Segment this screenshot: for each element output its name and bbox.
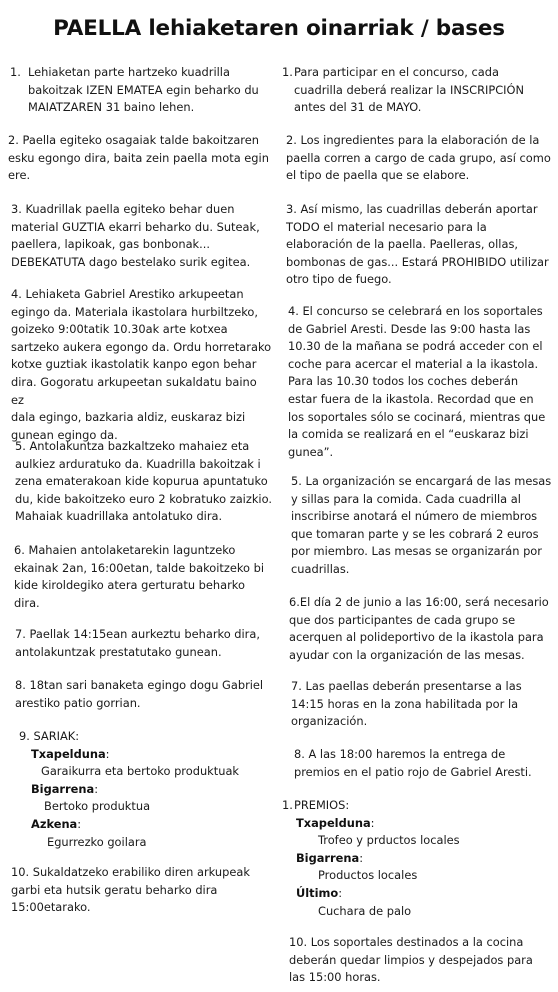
page-title: PAELLA lehiaketaren oinarriak / bases	[53, 16, 505, 41]
rule-2	[8, 132, 270, 185]
rule-8-text: 8. 18tan sari banaketa egingo dogu Gabriel arestiko patio gorrian.	[15, 678, 264, 710]
rule-9-es-prizes	[282, 797, 548, 920]
rule-9-prizes	[19, 728, 281, 851]
rule-6-es-text: 6.El día 2 de junio a las 16:00, será necesario que dos participantes de cada grupo se acerquen al polideportivo de la ikastola para ayudar con la organización de las mesas.	[289, 595, 549, 662]
prize-3-label-es: Último	[296, 885, 339, 900]
rule-2-es-text: 2. Los ingredientes para la elaboración de la paella corren a cargo de cada grupo, así como el tipo de paella que se elabore.	[286, 133, 551, 183]
rule-8	[15, 677, 277, 712]
list-number: 1.	[282, 798, 293, 812]
prize-1-item-es: Trofeo y prductos locales	[318, 833, 460, 848]
prize-3-item: Egurrezko goilara	[47, 834, 147, 849]
rule-6	[14, 542, 276, 612]
list-number: 1.	[10, 65, 21, 79]
rule-4	[11, 286, 273, 444]
basque-rules-column	[10, 64, 272, 117]
rule-7-es	[291, 678, 556, 731]
rule-10-text: 10. Sukaldatzeko erabiliko diren arkupeak garbi eta hutsik geratu beharko dira 15:00etarako.	[11, 865, 250, 915]
rule-10-es-text: 10. Los soportales destinados a la cocina deberán quedar limpios y despejados para las 15:00 horas.	[289, 935, 533, 985]
rule-10-es	[289, 934, 554, 987]
prize-colon: :	[94, 781, 99, 796]
rule-2-text: 2. Paella egiteko osagaiak talde bakoitzaren esku egongo dira, baita zein paella mota egin ere.	[8, 133, 269, 183]
prize-3-item-es: Cuchara de palo	[318, 903, 412, 918]
prize-2-label: Bigarrena	[31, 781, 95, 796]
rule-7-es-text: 7. Las paellas deberán presentarse a las 14:15 horas en la zona habilitada por la organización.	[291, 679, 522, 729]
prize-colon: :	[105, 746, 110, 761]
rule-2-es	[286, 132, 554, 185]
rule-8-es-text: 8. A las 18:00 haremos la entrega de premios en el patio rojo de Gabriel Aresti.	[294, 747, 532, 779]
rule-6-es	[289, 594, 557, 664]
prize-1-item: Garaikurra eta bertoko produktuak	[41, 764, 240, 779]
rule-8-es	[294, 746, 556, 781]
rule-6-text: 6. Mahaien antolaketarekin laguntzeko ekainak 2an, 16:00etan, talde bakoitzeko bi kide kiroldegiko atera gerturatu beharko dira.	[14, 543, 265, 610]
rule-7	[15, 626, 277, 661]
rule-5	[15, 438, 277, 526]
prize-colon: :	[370, 815, 375, 830]
rule-5-es-text: 5. La organización se encargará de las mesas y sillas para la comida. Cada cuadrilla al inscribirse anotará el número de miembros que tomaran parte y se les cobrará 2 euros por miembro. Las mesas se organizarán por cuadrillas.	[291, 474, 552, 576]
prize-colon: :	[77, 816, 82, 831]
rule-1-es	[282, 64, 554, 117]
prize-2-item-es: Productos locales	[318, 868, 418, 883]
prizes-heading-es: PREMIOS:	[294, 798, 350, 812]
rule-1-es-text: Para participar en el concurso, cada cuadrilla deberá realizar la INSCRIPCIÓN antes del 31 de MAYO.	[294, 65, 525, 115]
prize-colon: :	[359, 850, 364, 865]
prize-2-item: Bertoko produktua	[44, 799, 151, 814]
list-number: 1.	[282, 65, 293, 79]
spanish-rules-column	[282, 64, 554, 117]
rule-5-es	[291, 473, 556, 579]
rule-10	[11, 864, 273, 917]
rule-3-es-text: 3. Así mismo, las cuadrillas deberán aportar TODO el material necesario para la elaboración de la paella. Paelleras, ollas, bombonas de gas... Estará PROHIBIDO utilizar otro tipo de fuego.	[286, 202, 549, 287]
rule-1-text: Lehiaketan parte hartzeko kuadrilla bakoitzak IZEN EMATEA egin beharko du MAIATZAREN 31 baino lehen.	[28, 65, 259, 115]
rule-5-text: 5. Antolakuntza bazkaltzeko mahaiez eta aulkiez arduratuko da. Kuadrilla bakoitzak i zena ematerakoan kide kopurua apuntatuko du, kide bakoitzeko euro 2 kobratuko zaizkio. Mahaiak kuadrillaka antolatuko dira.	[15, 439, 272, 524]
rule-3-es	[286, 201, 554, 289]
prize-2-label-es: Bigarrena	[296, 850, 360, 865]
prize-1-label: Txapelduna	[31, 746, 106, 761]
rule-4-es	[288, 303, 556, 461]
prizes-heading: 9. SARIAK:	[19, 729, 80, 743]
prize-1-label-es: Txapelduna	[296, 815, 371, 830]
rule-4-es-text: 4. El concurso se celebrará en los soportales de Gabriel Aresti. Desde las 9:00 hasta las 10.30 de la mañana se podrá acceder con el coche para acercar el material a la ikastola. Para las 10.30 todos los coches deberán estar fuera de la ikastola. Recordad que en los soportales sólo se cocinará, mientras que la comida se realizará en el “euskaraz bizi gunea”.	[288, 304, 546, 459]
rule-1	[10, 64, 272, 117]
prize-3-label: Azkena	[31, 816, 78, 831]
rule-3	[11, 201, 273, 271]
rule-7-text: 7. Paellak 14:15ean aurkeztu beharko dira, antolakuntzak prestatutako gunean.	[15, 627, 260, 659]
rule-3-text: 3. Kuadrillak paella egiteko behar duen material GUZTIA ekarri beharko du. Suteak, paellera, lapikoak, gas bonbonak... DEBEKATUTA dago bestelako surik egitea.	[11, 202, 260, 269]
rule-4-text: 4. Lehiaketa Gabriel Arestiko arkupeetan egingo da. Materiala ikastolara hurbiltzeko, goizeko 9:00tatik 10.30ak arte kotxea sartzeko aukera egongo da. Ordu horretarako kotxe guztiak ikastolatik kanpo egon behar dira. Gogoratu arkupeetan sukaldatu baino ez dala egingo, bazkaria aldiz, euskaraz bizi gunean egingo da.	[11, 287, 272, 442]
prize-colon: :	[338, 885, 343, 900]
